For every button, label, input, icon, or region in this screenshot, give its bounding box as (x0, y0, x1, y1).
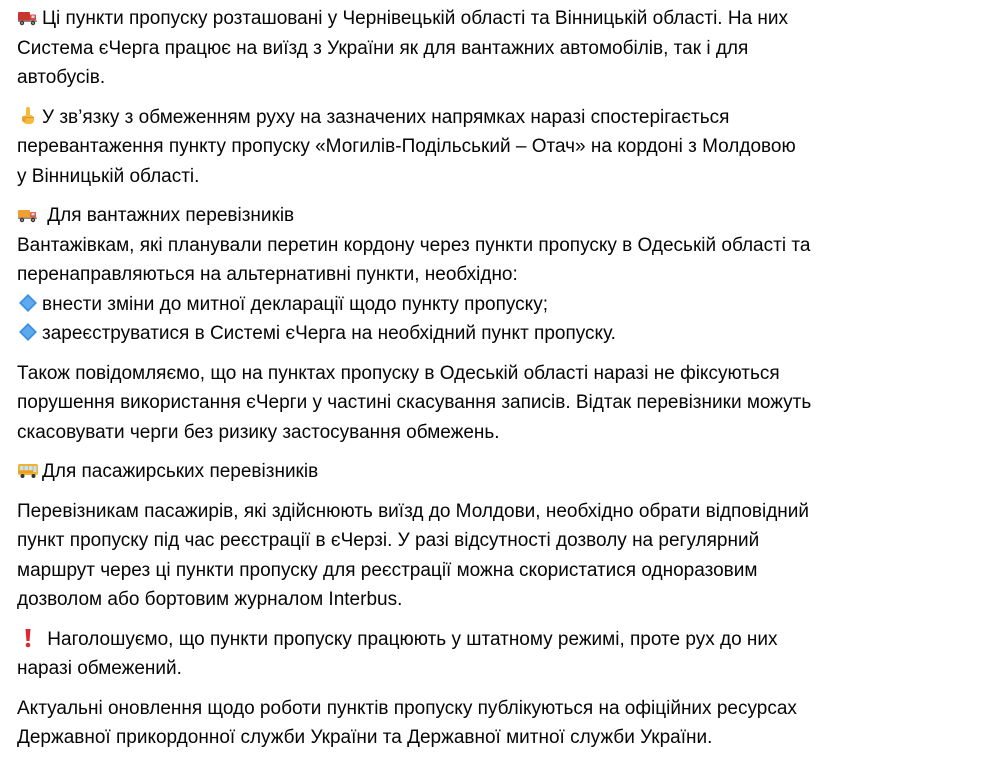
paragraph-passenger-heading (17, 457, 986, 487)
list-item (17, 319, 986, 349)
paragraph-cargo-carriers (17, 201, 986, 349)
line-text: Ці пункти пропуску розташовані у Чернівецькій області та Вінницькій області. На них (42, 8, 789, 29)
text-line: Перевізникам пасажирів, які здійснюють виїзд до Молдови, необхідно обрати відповідний (17, 500, 810, 522)
section-heading: Для пасажирських перевізників (42, 461, 319, 482)
text-line: автобусів. (17, 67, 106, 88)
paragraph-checkpoints-location (17, 4, 986, 93)
text-line (17, 4, 986, 34)
text-line: Система єЧерга працює на виїзд з України як для вантажних автомобілів, так і для (17, 37, 749, 59)
text-line: скасовувати черги без ризику застосування обмежень. (17, 421, 500, 443)
text-line: Також повідомляємо, що на пунктах пропуску в Одеській області наразі не фіксуються (17, 362, 780, 384)
text-line: наразі обмежений. (17, 658, 182, 679)
paragraph-passenger-carriers (17, 497, 986, 615)
section-heading: Для вантажних перевізників (42, 205, 295, 226)
text-line: пункт пропуску під час реєстрації в єЧерзі. У разі відсутності дозволу на регулярний (17, 530, 760, 551)
paragraph-overload (17, 103, 986, 192)
text-line: Державної прикордонної служби України та Державної митної служби України. (17, 727, 713, 748)
index-pointing-up-icon (17, 105, 39, 127)
paragraph-notice (17, 625, 986, 684)
text-line: Вантажівкам, які планували перетин кордону через пункти пропуску в Одеській області та (17, 234, 811, 256)
delivery-truck-icon (17, 6, 39, 28)
list-item-text: внести зміни до митної декларації щодо пункту пропуску; (42, 293, 548, 315)
text-line (17, 103, 986, 133)
text-line (17, 625, 986, 655)
text-line: Актуальні оновлення щодо роботи пунктів пропуску публікуються на офіційних ресурсах (17, 697, 797, 719)
line-text: Наголошуємо, що пункти пропуску працюють у штатному режимі, проте рух до них (42, 628, 778, 650)
blue-diamond-icon (17, 321, 39, 343)
text-line: порушення використання єЧерги у частині скасування записів. Відтак перевізники можуть (17, 392, 812, 413)
list-item-text: зареєструватися в Системі єЧерга на необхідний пункт пропуску. (42, 323, 616, 344)
text-line (17, 457, 986, 487)
text-line: перенаправляються на альтернативні пункти, необхідно: (17, 264, 518, 285)
blue-diamond-icon (17, 292, 39, 314)
red-exclamation-icon (17, 627, 39, 649)
text-line: перевантаження пункту пропуску «Могилів-Подільський – Отач» на кордоні з Молдовою (17, 136, 796, 157)
paragraph-odesa-info (17, 359, 986, 448)
list-item (17, 290, 986, 320)
text-line: у Вінницькій області. (17, 165, 200, 187)
delivery-truck-icon (17, 203, 39, 225)
bus-icon (17, 459, 39, 481)
text-line: маршрут через ці пункти пропуску для реєстрації можна скористатися одноразовим (17, 559, 758, 581)
text-line (17, 201, 986, 231)
text-line: дозволом або бортовим журналом Interbus. (17, 589, 403, 610)
line-text: У зв’язку з обмеженням руху на зазначених напрямках наразі спостерігається (42, 106, 730, 128)
paragraph-updates (17, 694, 986, 753)
